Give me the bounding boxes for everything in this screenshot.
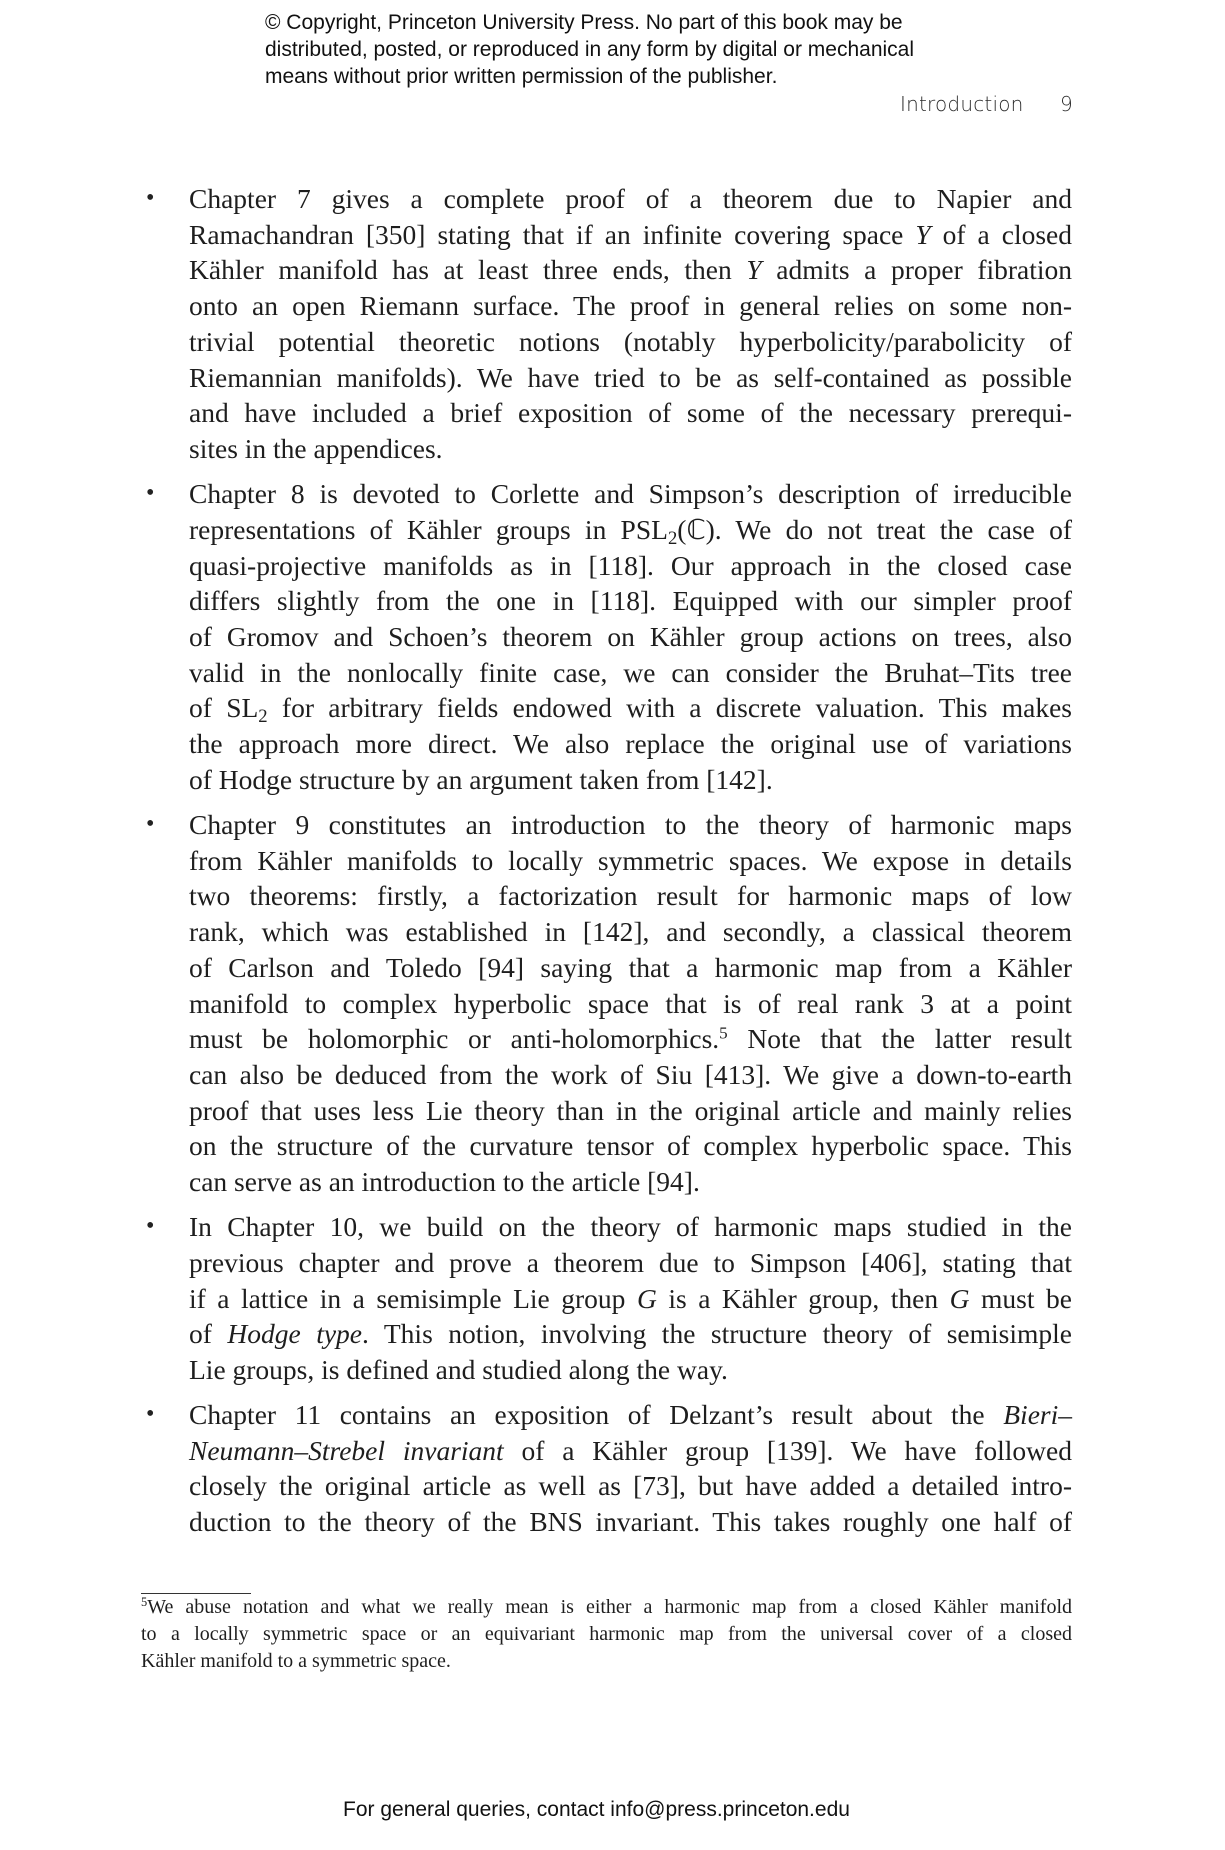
bullet-icon: • [146,811,155,837]
text-line: must be holomorphic or anti-holomorphics.$^5$ Note that the latter result [189,1023,1072,1054]
text-line: onto an open Riemann surface. The proof in general relies on some non- [189,290,1072,321]
text-line: and have included a brief exposition of some of the necessary prerequi- [189,397,1072,428]
math-G: G [636,1283,657,1314]
text-line: quasi-projective manifolds as in [118]. Our approach in the closed case [189,550,1072,581]
text-line: trivial potential theoretic notions (notably hyperbolicity/parabolicity of [189,326,1072,357]
text-line: of $SL_2$ for arbitrary fields endowed with a discrete valuation. This makes [189,692,1072,728]
text-line: previous chapter and prove a theorem due to Simpson [406], stating that [189,1247,1072,1278]
term-bns: Bieri– [1003,1399,1072,1430]
copyright-line: © Copyright, Princeton University Press. No part of this book may be [265,11,903,34]
term-hodge-type: Hodge type [227,1318,363,1349]
text-line: Neumann–Strebel invariant of a Kähler group [139]. We have followed [189,1435,1072,1466]
bullet-icon: • [146,185,155,211]
bullet-icon: • [146,1213,155,1239]
text-line: of Gromov and Schoen’s theorem on Kähler group actions on trees, also [189,621,1072,652]
text-line: Chapter 9 constitutes an introduction to the theory of harmonic maps [189,809,1072,840]
footnote-mark: 5 [141,1595,148,1610]
math-Y: Y [746,254,762,285]
math-G: G [949,1283,970,1314]
text-line: can also be deduced from the work of Siu [413]. We give a down-to-earth [189,1059,1072,1090]
copyright-notice [265,9,914,90]
text-line: In Chapter 10, we build on the theory of harmonic maps studied in the [189,1211,1072,1242]
text-line: manifold to complex hyperbolic space that is of real rank 3 at a point [189,988,1072,1019]
bullet-icon: • [146,1401,155,1427]
text-line: Lie groups, is defined and studied along the way. [189,1354,728,1385]
text-line: Ramachandran [350] stating that if an infinite covering space Y of a closed [189,219,1072,250]
text-line: can serve as an introduction to the article [94]. [189,1166,700,1197]
footnote-line: $^5$We abuse notation and what we really mean is either a harmonic map from a closed Kähler manifold [141,1595,1072,1618]
footer-contact: For general queries, contact info@press.princeton.edu [343,1798,850,1821]
text-line: differs slightly from the one in [118]. Equipped with our simpler proof [189,585,1072,616]
text-line: representations of Kähler groups in $PSL_2(ℂ)$. We do not treat the case of [189,514,1072,550]
text-line: Kähler manifold has at least three ends, then Y admits a proper fibration [189,254,1073,285]
text-line: Riemannian manifolds). We have tried to be as self-contained as possible [189,362,1072,393]
text-line: Chapter 11 contains an exposition of Delzant’s result about the Bieri– [189,1399,1072,1430]
term-bns: Neumann–Strebel invariant [189,1435,504,1466]
text-line: if a lattice in a semisimple Lie group G is a Kähler group, then G must be [189,1283,1072,1314]
text-line: valid in the nonlocally finite case, we can consider the Bruhat–Tits tree [189,657,1072,688]
text-line: the approach more direct. We also replace the original use of variations [189,728,1072,759]
footnote-line: to a locally symmetric space or an equivariant harmonic map from the universal cover of a closed [141,1623,1072,1645]
text-line: proof that uses less Lie theory than in the original article and mainly relies [189,1095,1072,1126]
text-line: duction to the theory of the BNS invariant. This takes roughly one half of [189,1506,1072,1537]
bullet-icon: • [146,480,155,506]
copyright-line: distributed, posted, or reproduced in any form by digital or mechanical [265,38,915,61]
text-line: two theorems: firstly, a factorization result for harmonic maps of low [189,880,1072,911]
text-line: sites in the appendices. [189,433,443,464]
text-line: of Hodge type. This notion, involving the structure theory of semisimple [189,1318,1072,1349]
copyright-line: means without prior written permission of the publisher. [265,65,778,88]
text-line: on the structure of the curvature tensor of complex hyperbolic space. This [189,1130,1072,1161]
footnote-line: Kähler manifold to a symmetric space. [141,1650,451,1672]
text-line: of Hodge structure by an argument taken from [142]. [189,764,773,795]
running-head-title: Introduction [900,92,1024,116]
text-line: rank, which was established in [142], and secondly, a classical theorem [189,916,1072,947]
footnote-ref[interactable]: 5 [719,1023,728,1043]
text-line: from Kähler manifolds to locally symmetric spaces. We expose in details [189,845,1072,876]
text-line: closely the original article as well as [73], but have added a detailed intro- [189,1470,1072,1501]
page-number: 9 [1060,92,1073,116]
text-line: Chapter 8 is devoted to Corlette and Simpson’s description of irreducible [189,478,1072,509]
text-line: of Carlson and Toledo [94] saying that a harmonic map from a Kähler [189,952,1072,983]
text-line: Chapter 7 gives a complete proof of a theorem due to Napier and [189,183,1072,214]
math-Y: Y [915,219,931,250]
